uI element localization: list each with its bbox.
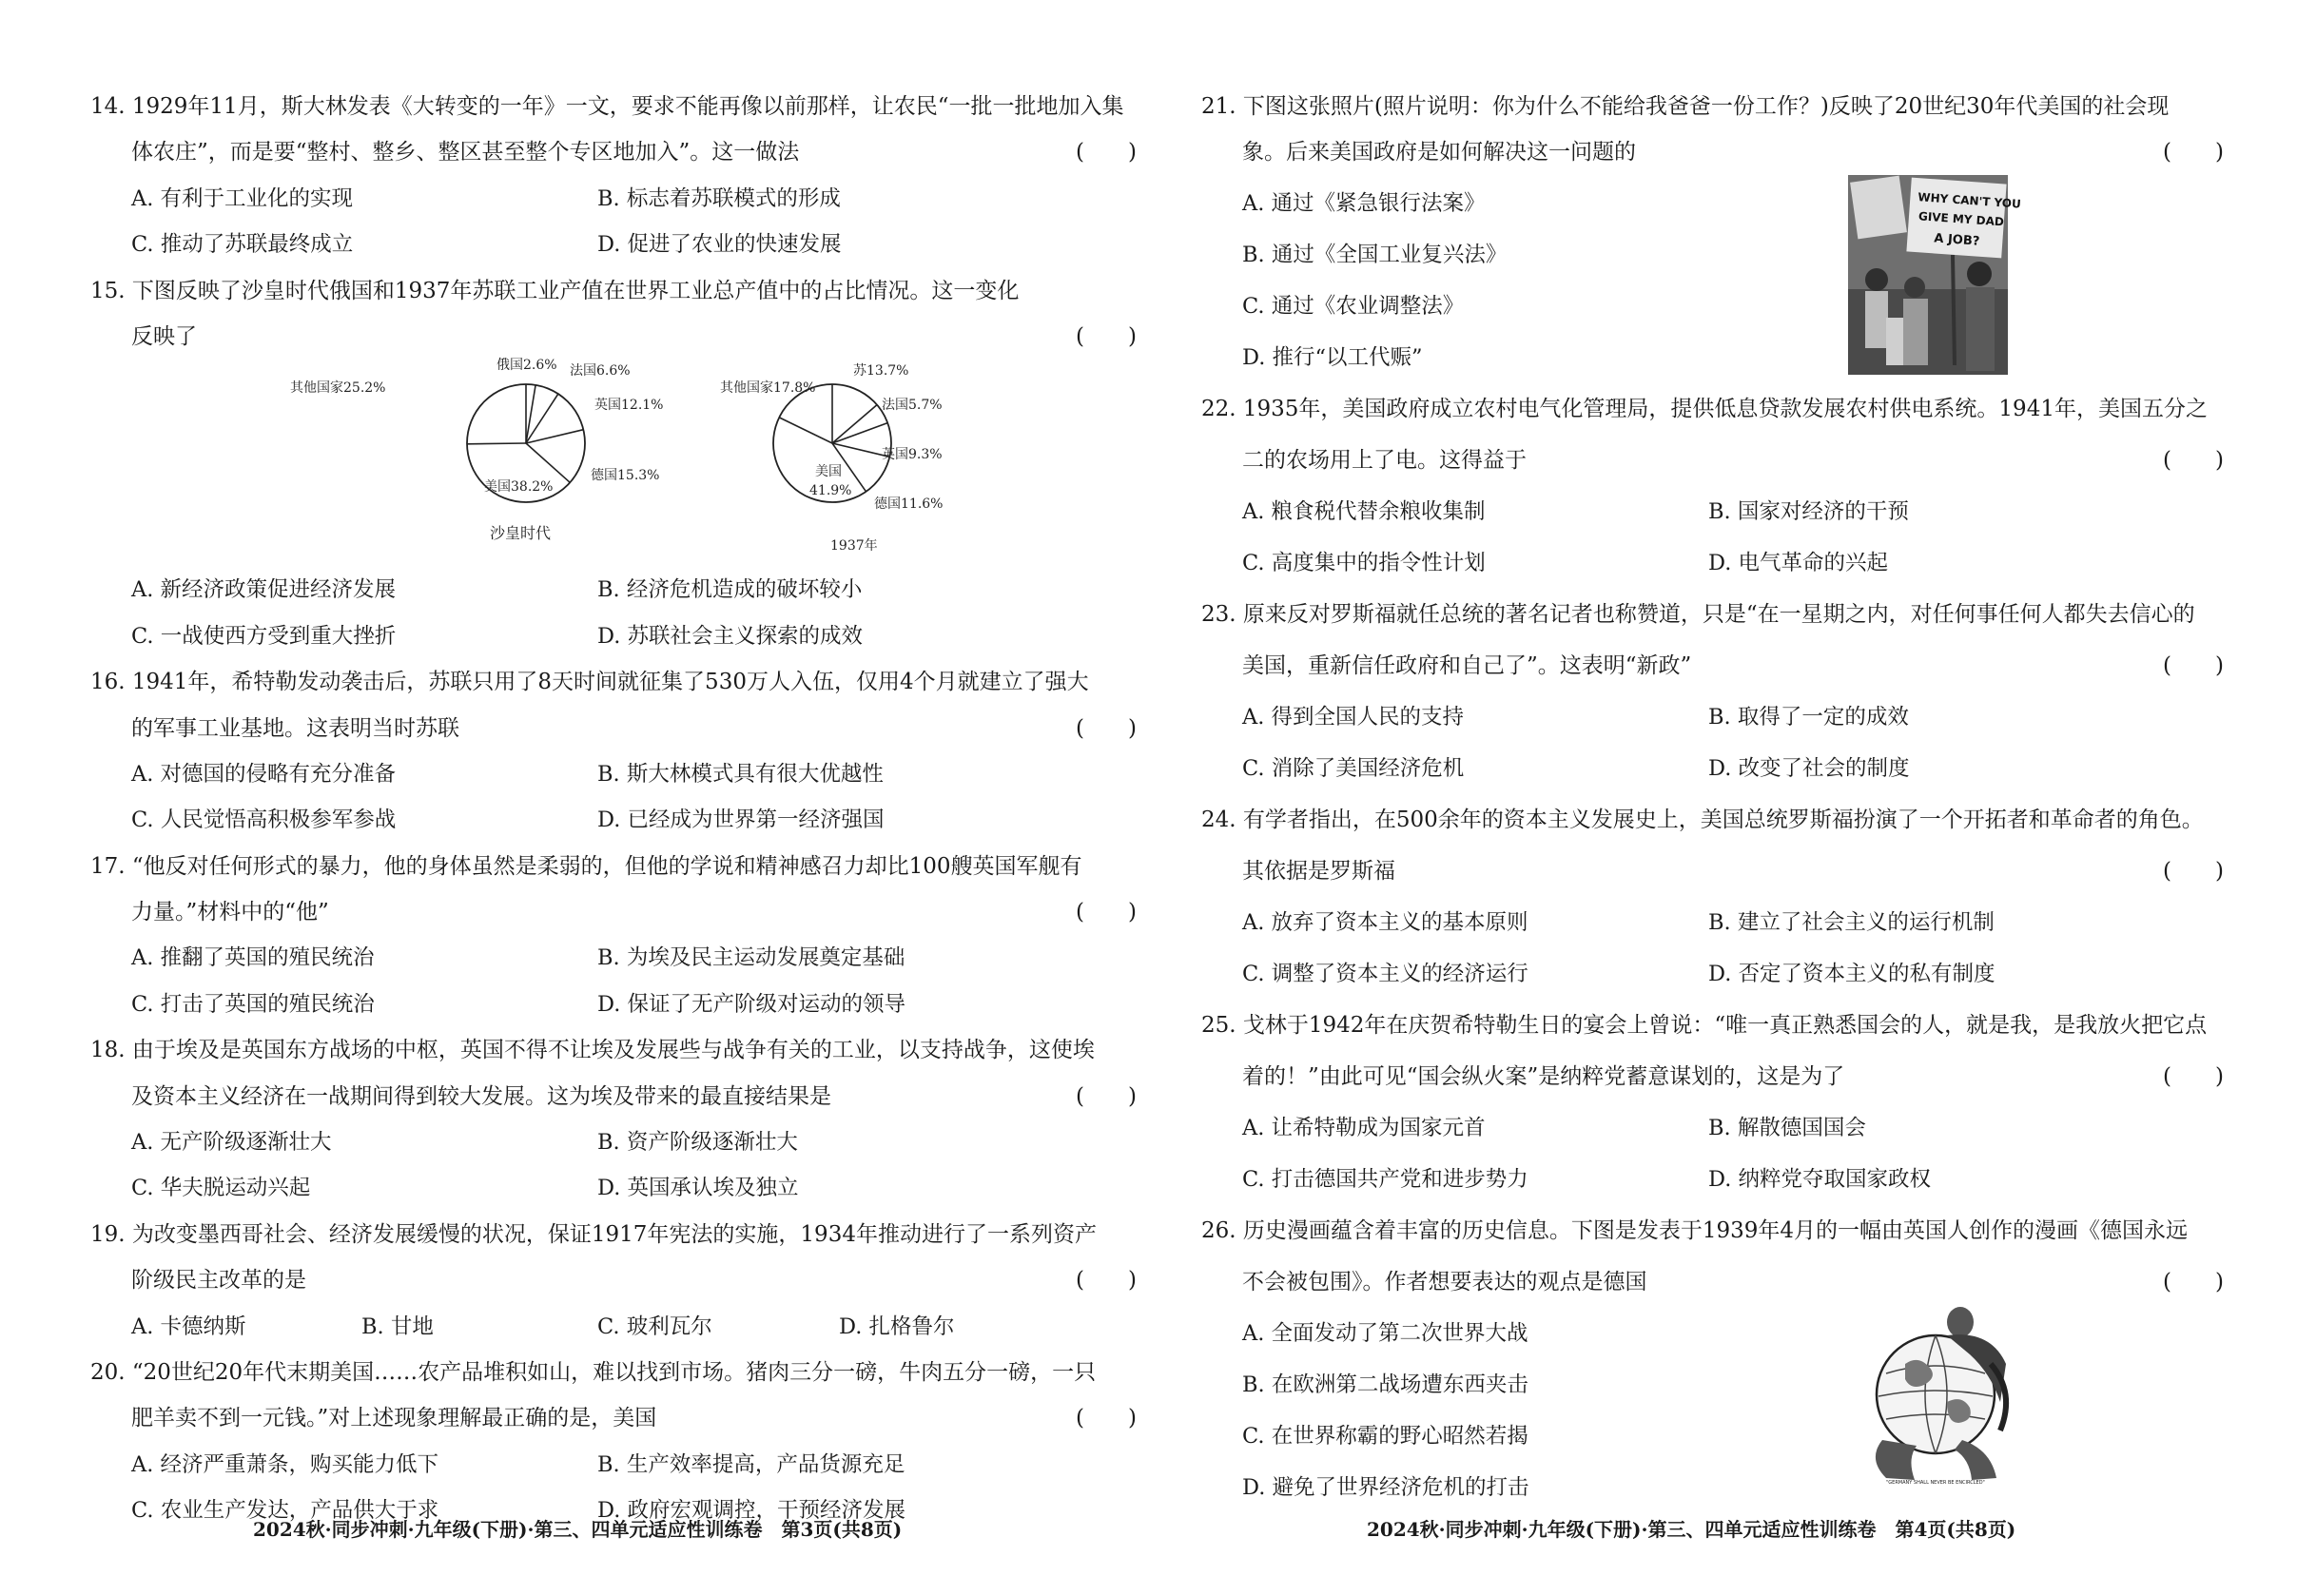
answer-blank[interactable]: ( ): [1076, 323, 1137, 349]
q14-options-row-2: [90, 222, 1137, 267]
q17-option-c[interactable]: C. 打击了英国的殖民统治: [131, 991, 375, 1017]
cartoon-caption: "GERMANY SHALL NEVER BE ENCIRCLED": [1886, 1480, 1985, 1487]
q23-option-d[interactable]: D. 改变了社会的制度: [1708, 756, 1910, 782]
pie2-label-others: 其他国家17.8%: [720, 380, 816, 397]
q14-line-2: [90, 129, 1137, 175]
q19-options-row: [90, 1304, 1137, 1350]
q18-options-row-2: [90, 1165, 1137, 1211]
q15-option-a[interactable]: A. 新经济政策促进经济发展: [131, 577, 397, 603]
q23-option-a[interactable]: A. 得到全国人民的支持: [1242, 705, 1465, 730]
q26-cartoon: [1848, 1297, 2027, 1488]
q18-option-a[interactable]: A. 无产阶级逐渐壮大: [131, 1130, 332, 1156]
q22-option-c[interactable]: C. 高度集中的指令性计划: [1242, 551, 1486, 576]
q16-stem: 16. 1941年，希特勒发动袭击后，苏联只用了8天时间就征集了530万人入伍，仅用4个月就建立了强大: [90, 670, 1089, 695]
q17-options-row-2: [90, 982, 1137, 1027]
photo-sign-line-1: WHY CAN'T YOU: [1917, 190, 2022, 212]
q25-option-b[interactable]: B. 解散德国国会: [1708, 1116, 1866, 1141]
right-page: [1201, 84, 2224, 1516]
q26-line-2: [1201, 1259, 2224, 1311]
q18-stem-cont: 及资本主义经济在一战期间得到较大发展。这为埃及带来的最直接结果是: [131, 1083, 831, 1109]
q19-option-a[interactable]: A. 卡德纳斯: [131, 1314, 246, 1339]
q16-options-row-1: [90, 751, 1137, 797]
q24-line-2: [1201, 848, 2224, 900]
answer-blank[interactable]: ( ): [1076, 1268, 1137, 1294]
q20-line-1: [90, 1350, 1137, 1395]
q15-stem-cont: 反映了: [131, 323, 197, 349]
pie2-label-britain: 英国9.3%: [882, 447, 943, 463]
pie1-label-others: 其他国家25.2%: [290, 380, 386, 397]
q24-option-d[interactable]: D. 否定了资本主义的私有制度: [1708, 962, 1995, 987]
pie1-label-russia: 俄国2.6%: [496, 358, 557, 374]
answer-blank[interactable]: ( ): [1076, 715, 1137, 741]
q26-option-a[interactable]: A. 全面发动了第二次世界大战: [1242, 1321, 1528, 1347]
q17-line-1: [90, 844, 1137, 889]
q19-option-b[interactable]: B. 甘地: [361, 1314, 434, 1339]
pie2-label-usa-value: 41.9%: [809, 483, 852, 499]
q15-option-d[interactable]: D. 苏联社会主义探索的成效: [597, 623, 864, 649]
q25-options-row-1: [1201, 1105, 2224, 1157]
q21-option-b-row: [1201, 232, 1772, 278]
answer-blank[interactable]: ( ): [1076, 1083, 1137, 1109]
q22-stem: 22. 1935年，美国政府成立农村电气化管理局，提供低息贷款发展农村供电系统。1941年，美国五分之: [1201, 397, 2208, 422]
q14-option-b[interactable]: B. 标志着苏联模式的形成: [597, 185, 841, 211]
q22-line-2: [1201, 438, 2224, 489]
q23-options-row-2: [1201, 746, 2224, 797]
q18-option-d[interactable]: D. 英国承认埃及独立: [597, 1176, 799, 1201]
q17-stem-cont: 力量。”材料中的“他”: [131, 900, 329, 925]
q14-option-d[interactable]: D. 促进了农业的快速发展: [597, 232, 842, 258]
q20-stem: 20. “20世纪20年代末期美国……农产品堆积如山，难以找到市场。猪肉三分一磅，牛肉五分一磅，一只: [90, 1359, 1097, 1385]
q17-option-a[interactable]: A. 推翻了英国的殖民统治: [131, 945, 375, 971]
q23-stem: 23. 原来反对罗斯福就任总统的著名记者也称赞道，只是“在一星期之内，对任何事任何人都失去信心的: [1201, 602, 2195, 628]
q14-options-row-1: [90, 176, 1137, 222]
answer-blank[interactable]: ( ): [2163, 448, 2224, 474]
q23-stem-cont: 美国，重新信任政府和自己了”。这表明“新政”: [1242, 653, 1692, 679]
q21-option-d[interactable]: D. 推行“以工代赈”: [1242, 345, 1423, 371]
q26-option-c-row: [1201, 1413, 1772, 1459]
q15-options-row-1: [90, 567, 1137, 613]
pie1-slice-5: [467, 443, 526, 444]
q15-options-row-2: [90, 613, 1137, 659]
answer-blank[interactable]: ( ): [1076, 140, 1137, 165]
q24-line-1: [1201, 797, 2224, 848]
q26-line-1: [1201, 1208, 2224, 1259]
q20-option-c[interactable]: C. 农业生产发达，产品供大于求: [131, 1498, 439, 1524]
q23-line-1: [1201, 592, 2224, 643]
answer-blank[interactable]: ( ): [2163, 140, 2224, 165]
q21-option-a[interactable]: A. 通过《紧急银行法案》: [1242, 191, 1486, 217]
q22-options-row-2: [1201, 540, 2224, 592]
q25-stem: 25. 戈林于1942年在庆贺希特勒生日的宴会上曾说：“唯一真正熟悉国会的人，就是我，是我放火把它点: [1201, 1013, 2208, 1039]
q14-option-a[interactable]: A. 有利于工业化的实现: [131, 185, 354, 211]
q22-option-d[interactable]: D. 电气革命的兴起: [1708, 551, 1889, 576]
q21-line-2: [1201, 129, 2224, 181]
q26-option-a-row: [1201, 1311, 1772, 1356]
q26-option-d[interactable]: D. 避免了世界经济危机的打击: [1242, 1475, 1529, 1501]
pie2-label-usa: 美国: [815, 464, 842, 480]
q24-options-row-2: [1201, 951, 2224, 1002]
q15-line-1: [90, 268, 1137, 314]
q26-body: [1201, 1311, 2224, 1516]
q25-option-a[interactable]: A. 让希特勒成为国家元首: [1242, 1116, 1486, 1141]
q22-stem-cont: 二的农场用上了电。这得益于: [1242, 448, 1527, 474]
q23-option-c[interactable]: C. 消除了美国经济危机: [1242, 756, 1465, 782]
q26-option-c[interactable]: C. 在世界称霸的野心昭然若揭: [1242, 1424, 1528, 1450]
answer-blank[interactable]: ( ): [1076, 1406, 1137, 1431]
q17-option-d[interactable]: D. 保证了无产阶级对运动的领导: [597, 991, 906, 1017]
q20-option-b[interactable]: B. 生产效率提高，产品货源充足: [597, 1451, 905, 1477]
q24-option-a[interactable]: A. 放弃了资本主义的基本原则: [1242, 910, 1528, 936]
q24-option-c[interactable]: C. 调整了资本主义的经济运行: [1242, 962, 1528, 987]
q15-line-2: [90, 314, 1137, 360]
q18-option-c[interactable]: C. 华夫脱运动兴起: [131, 1176, 311, 1201]
q18-options-row-1: [90, 1119, 1137, 1165]
q19-line-1: [90, 1212, 1137, 1257]
q25-line-1: [1201, 1002, 2224, 1054]
q23-option-b[interactable]: B. 取得了一定的成效: [1708, 705, 1909, 730]
q26-option-b-row: [1201, 1362, 1772, 1408]
q14-option-c[interactable]: C. 推动了苏联最终成立: [131, 232, 354, 258]
q21-body: [1201, 181, 2224, 386]
q21-stem-cont: 象。后来美国政府是如何解决这一问题的: [1242, 140, 1636, 165]
q21-protest-photo: [1848, 175, 2022, 375]
q22-line-1: [1201, 386, 2224, 438]
q24-stem: 24. 有学者指出，在500余年的资本主义发展史上，美国总统罗斯福扮演了一个开拓者和革命者的角色。: [1201, 808, 2204, 833]
q17-line-2: [90, 889, 1137, 935]
q25-stem-cont: 着的！”由此可见“国会纵火案”是纳粹党蓄意谋划的，这是为了: [1242, 1064, 1845, 1090]
q16-option-a[interactable]: A. 对德国的侵略有充分准备: [131, 761, 397, 787]
q22-options-row-1: [1201, 489, 2224, 540]
q21-option-b[interactable]: B. 通过《全国工业复兴法》: [1242, 243, 1508, 268]
page-footer-right: 2024秋·同步冲刺·九年级(下册)·第三、四单元适应性训练卷 第4页(共8页): [1367, 1518, 2016, 1541]
q18-stem: 18. 由于埃及是英国东方战场的中枢，英国不得不让埃及发展些与战争有关的工业，以支持战争，这使埃: [90, 1038, 1095, 1063]
answer-blank[interactable]: ( ): [2163, 859, 2224, 885]
pie-charts-svg: [281, 360, 965, 567]
q14-stem-cont: 体农庄”，而是要“整村、整乡、整区甚至整个专区地加入”。这一做法: [131, 140, 800, 165]
q25-option-c[interactable]: C. 打击德国共产党和进步势力: [1242, 1167, 1528, 1193]
q25-line-2: [1201, 1054, 2224, 1105]
q20-stem-cont: 肥羊卖不到一元钱。”对上述现象理解最正确的是，美国: [131, 1406, 657, 1431]
q21-option-c-row: [1201, 283, 1772, 329]
pie1-label-france: 法国6.6%: [570, 363, 631, 380]
q21-option-d-row: [1201, 335, 1772, 380]
q17-options-row-1: [90, 935, 1137, 981]
q16-option-c[interactable]: C. 人民觉悟高积极参军参战: [131, 808, 397, 833]
q20-option-a[interactable]: A. 经济严重萧条，购买能力低下: [131, 1451, 439, 1477]
q17-stem: 17. “他反对任何形式的暴力，他的身体虽然是柔弱的，但他的学说和精神感召力却比100艘英国军舰有: [90, 853, 1082, 879]
pie1-label-germany: 德国15.3%: [591, 468, 660, 484]
answer-blank[interactable]: ( ): [1076, 900, 1137, 925]
pie2-label-germany: 德国11.6%: [874, 496, 944, 513]
q24-options-row-1: [1201, 900, 2224, 951]
pie1-label-britain: 英国12.1%: [594, 398, 664, 414]
q21-option-a-row: [1201, 181, 1772, 226]
pie2-label-ussr: 苏13.7%: [853, 363, 909, 380]
q16-option-b[interactable]: B. 斯大林模式具有很大优越性: [597, 761, 884, 787]
answer-blank[interactable]: ( ): [2163, 1270, 2224, 1295]
page-footer-left: 2024秋·同步冲刺·九年级(下册)·第三、四单元适应性训练卷 第3页(共8页): [253, 1518, 903, 1541]
pie2-title: 1937年: [830, 538, 878, 555]
q23-line-2: [1201, 643, 2224, 694]
q26-option-b[interactable]: B. 在欧洲第二战场遭东西夹击: [1242, 1372, 1528, 1398]
photo-sign-line-2: GIVE MY DAD: [1917, 209, 2005, 229]
q26-stem-cont: 不会被包围》。作者想要表达的观点是德国: [1242, 1270, 1647, 1295]
q21-line-1: [1201, 84, 2224, 129]
q19-stem-cont: 阶级民主改革的是: [131, 1268, 306, 1294]
q21-stem: 21. 下图这张照片(照片说明：你为什么不能给我爸爸一份工作？)反映了20世纪30年代美国的社会现: [1201, 94, 2170, 119]
q22-option-b[interactable]: B. 国家对经济的干预: [1708, 499, 1909, 525]
pie1-title: 沙皇时代: [490, 524, 552, 543]
q20-options-row-1: [90, 1442, 1137, 1488]
q19-stem: 19. 为改变墨西哥社会、经济发展缓慢的状况，保证1917年宪法的实施，1934年推动进行了一系列资产: [90, 1221, 1097, 1247]
q16-stem-cont: 的军事工业基地。这表明当时苏联: [131, 715, 459, 741]
q26-stem: 26. 历史漫画蕴含着丰富的历史信息。下图是发表于1939年4月的一幅由英国人创作的漫画《德国永远: [1201, 1218, 2189, 1244]
q24-stem-cont: 其依据是罗斯福: [1242, 859, 1395, 885]
q17-option-b[interactable]: B. 为埃及民主运动发展奠定基础: [597, 945, 905, 971]
q23-options-row-1: [1201, 694, 2224, 746]
q16-options-row-2: [90, 797, 1137, 843]
q15-pie-figure: [90, 360, 1137, 567]
left-page: [90, 84, 1137, 1534]
q18-line-2: [90, 1074, 1137, 1119]
pie2-label-france: 法国5.7%: [882, 398, 943, 414]
q16-option-d[interactable]: D. 已经成为世界第一经济强国: [597, 808, 885, 833]
q15-option-b[interactable]: B. 经济危机造成的破坏较小: [597, 577, 863, 603]
q26-option-d-row: [1201, 1465, 1772, 1510]
q24-option-b[interactable]: B. 建立了社会主义的运行机制: [1708, 910, 1995, 936]
q19-option-d[interactable]: D. 扎格鲁尔: [839, 1314, 955, 1339]
q20-option-d[interactable]: D. 政府宏观调控，干预经济发展: [597, 1498, 906, 1524]
answer-blank[interactable]: ( ): [2163, 653, 2224, 679]
q16-line-1: [90, 659, 1137, 705]
q21-option-c[interactable]: C. 通过《农业调整法》: [1242, 294, 1465, 320]
q20-line-2: [90, 1395, 1137, 1441]
q25-options-row-2: [1201, 1157, 2224, 1208]
q14-stem: 14. 1929年11月，斯大林发表《大转变的一年》一文，要求不能再像以前那样，让农民“一批一批地加入集: [90, 94, 1124, 119]
q14-line-1: [90, 84, 1137, 129]
q18-option-b[interactable]: B. 资产阶级逐渐壮大: [597, 1130, 798, 1156]
q15-stem: 15. 下图反映了沙皇时代俄国和1937年苏联工业产值在世界工业总产值中的占比情况。这一变化: [90, 278, 1020, 303]
q19-line-2: [90, 1257, 1137, 1303]
q16-line-2: [90, 706, 1137, 751]
q22-option-a[interactable]: A. 粮食税代替余粮收集制: [1242, 499, 1486, 525]
q18-line-1: [90, 1027, 1137, 1073]
q25-option-d[interactable]: D. 纳粹党夺取国家政权: [1708, 1167, 1932, 1193]
answer-blank[interactable]: ( ): [2163, 1064, 2224, 1090]
pie1-label-usa: 美国38.2%: [484, 479, 554, 496]
q15-option-c[interactable]: C. 一战使西方受到重大挫折: [131, 623, 397, 649]
photo-sign-line-3: A JOB?: [1933, 231, 1980, 250]
q19-option-c[interactable]: C. 玻利瓦尔: [597, 1314, 712, 1339]
